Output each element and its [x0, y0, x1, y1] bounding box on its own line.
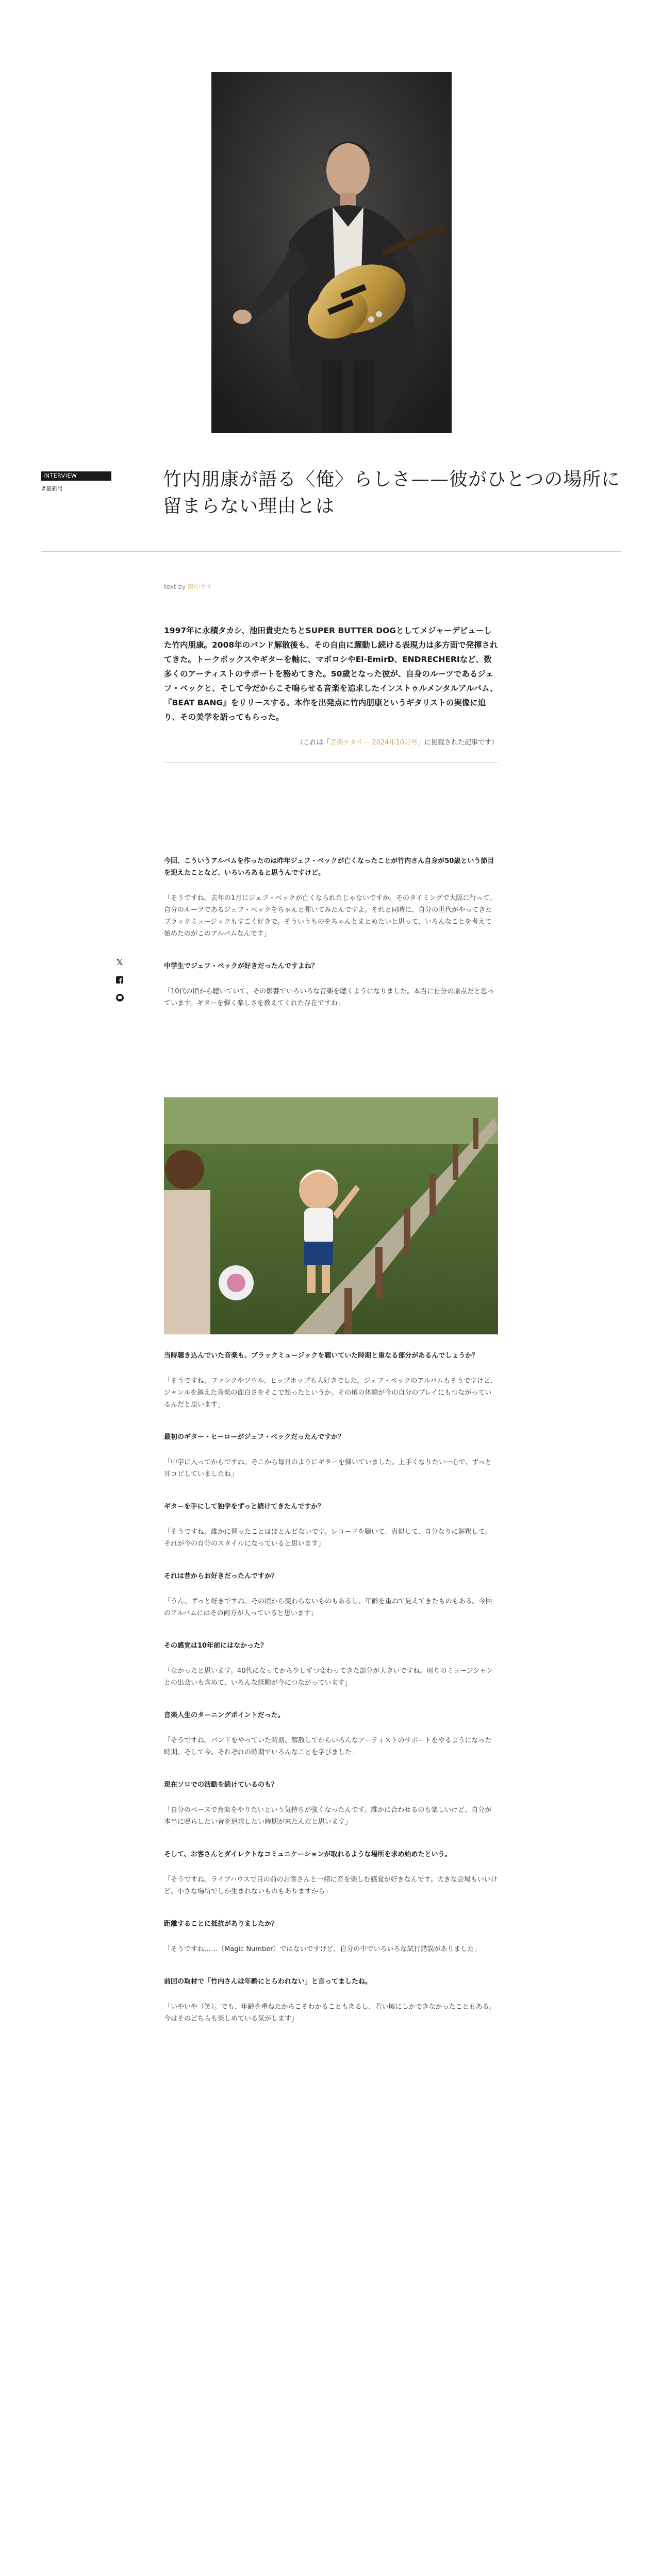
hero-photo: [211, 72, 452, 433]
source-note: [164, 737, 498, 747]
question: 最初のギター・ヒーローがジェフ・ベックだったんですか？: [164, 1433, 345, 1441]
answer: 「10代の頃から聴いていて、その影響でいろいろな音楽を聴くようになりました。本当に自分の原点だと思っています。ギターを弾く楽しさを教えてくれた存在ですね」: [164, 988, 494, 1007]
answer: 「中学に入ってからですね。そこから毎日のようにギターを弾いていました。上手くなりたい一心で、ずっと耳コピしていましたね」: [164, 1459, 492, 1478]
interview-body-part2: [164, 1350, 498, 2045]
lead-divider: [164, 762, 498, 763]
facebook-share-button[interactable]: [115, 976, 124, 984]
lead-paragraph: 1997年に永積タカシ、池田貴史たちとSUPER BUTTER DOGとしてメジャーデビューした竹内朋康。2008年のバンド解散後も、その自由に躍動し続ける表現力は多方面で発揮されてきた。トークボックスやギターを軸に、マボロシやEl-EmirD、ENDRECHERIなど、数多くのアーティストのサポートを務めてきた。50歳となった彼が、自身のルーツであるジェフ・ベックと、そして今だからこそ鳴らせる音楽を追求したインストゥルメンタルアルバム、『BEAT BANG』をリリースする。本作を出発点に竹内朋康というギタリストの実像に迫り、その美学を語ってもらった。: [164, 626, 498, 722]
question: ギターを手にして独学をずっと続けてきたんですか？: [164, 1503, 325, 1511]
question: 今回、こういうアルバムを作ったのは昨年ジェフ・ベックが亡くなったことが竹内さん自身が50歳という節目を迎えたことなど、いろいろあると思うんですけど。: [164, 857, 494, 877]
answer: 「そうですね。バンドをやっていた時期、解散してからいろんなアーティストのサポートをやるようになった時期、そして今。それぞれの時期でいろんなことを学びました」: [164, 1737, 492, 1756]
question: 音楽人生のターニングポイントだった。: [164, 1711, 285, 1719]
question: そして、お客さんとダイレクトなコミュニケーションが取れるような場所を求め始めたという。: [164, 1851, 452, 1858]
title-divider: [41, 551, 621, 552]
answer: 「そうですね。去年の1月にジェフ・ベックが亡くなられたじゃないですか。そのタイミングで大阪に行って、自分のルーツであるジェフ・ベックをちゃんと弾いてみたんですよ。それと同時に、自分の世代がやってきたブラックミュージックもすごく好きで。そういうものをちゃんとまとめたいと思って、いろんなことを考えて始めたのがこのアルバムなんです」: [164, 894, 496, 938]
byline-prefix: text by: [164, 583, 186, 590]
author-link[interactable]: 田中ケイ: [188, 583, 212, 590]
article-title: 竹内朋康が語る〈俺〉らしさ——彼がひとつの場所に留まらない理由とは: [163, 469, 621, 517]
question: 当時聴き込んでいた音楽も、ブラックミュージックを聴いていた時期と重なる部分があるんでしょうか？: [164, 1352, 479, 1360]
answer: 「なかったと思います。40代になってから少しずつ変わってきた部分が大きいですね。周りのミュージシャンとの出会いも含めて、いろんな経験が今につながっています」: [164, 1667, 493, 1687]
guitarist-portrait-image: [211, 72, 452, 433]
line-icon: [116, 994, 124, 1002]
x-icon: 𝕏: [116, 958, 123, 967]
childhood-photo-image: [164, 1097, 498, 1334]
question: 現在ソロでの活動を続けているのも？: [164, 1781, 278, 1789]
source-note-text: （これは「: [296, 739, 330, 747]
byline: [164, 582, 212, 591]
question: 中学生でジェフ・ベックが好きだったんですよね？: [164, 962, 318, 970]
answer: 「自分のペースで音楽をやりたいという気持ちが強くなったんです。誰かに合わせるのも楽しいけど、自分が本当に鳴らしたい音を追求したい時期が来たんだと思います」: [164, 1806, 492, 1826]
category-tag[interactable]: INTERVIEW: [41, 471, 111, 481]
childhood-photo: [164, 1097, 498, 1334]
interview-body-part1: [164, 855, 498, 1030]
answer: 「そうですね。ライブハウスで目の前のお客さんと一緒に音を楽しむ感覚が好きなんです。大きな会場もいいけど、小さな場所でしか生まれないものもありますから」: [164, 1876, 498, 1895]
x-share-button[interactable]: [115, 958, 124, 967]
answer: 「そうですね。ファンクやソウル、ヒップホップも大好きでした。ジェフ・ベックのアルバムもそうですけど、ジャンルを越えた音楽の面白さをそこで知ったというか。その頃の体験が今の自分のプレイにもつながっているんだと思います」: [164, 1377, 497, 1409]
line-share-button[interactable]: [115, 993, 124, 1002]
answer: 「うん、ずっと好きですね。その頃から変わらないものもあるし、年齢を重ねて見えてきたものもある。今回のアルバムにはその両方が入っていると思います」: [164, 1598, 492, 1617]
question: その感覚は10年前にはなかった？: [164, 1642, 268, 1650]
answer: 「そうですね。誰かに習ったことはほとんどないです。レコードを聴いて、真似して、自分なりに解釈して。それが今の自分のスタイルになっていると思います」: [164, 1528, 492, 1548]
answer: 「そうですね……（Magic Number）ではないですけど、自分の中でいろいろな試行錯誤がありました」: [164, 1945, 481, 1953]
question: 距離することに抵抗がありましたか？: [164, 1920, 278, 1928]
question: それは昔からお好きだったんですか？: [164, 1572, 278, 1580]
source-note-suffix: 」に掲載された記事です）: [417, 739, 498, 747]
issue-label[interactable]: #最新号: [41, 485, 63, 492]
source-link[interactable]: 音楽ナタリー 2024年10月号: [329, 739, 418, 747]
share-buttons: [115, 958, 124, 1011]
question: 前回の取材で「竹内さんは年齢にとらわれない」と言ってましたね。: [164, 1978, 372, 1986]
answer: 「いやいや（笑）。でも、年齢を重ねたからこそわかることもあるし、若い頃にしかできなかったこともある。今はそのどちらも楽しめている気がします」: [164, 2003, 496, 2023]
facebook-icon: [116, 976, 123, 984]
